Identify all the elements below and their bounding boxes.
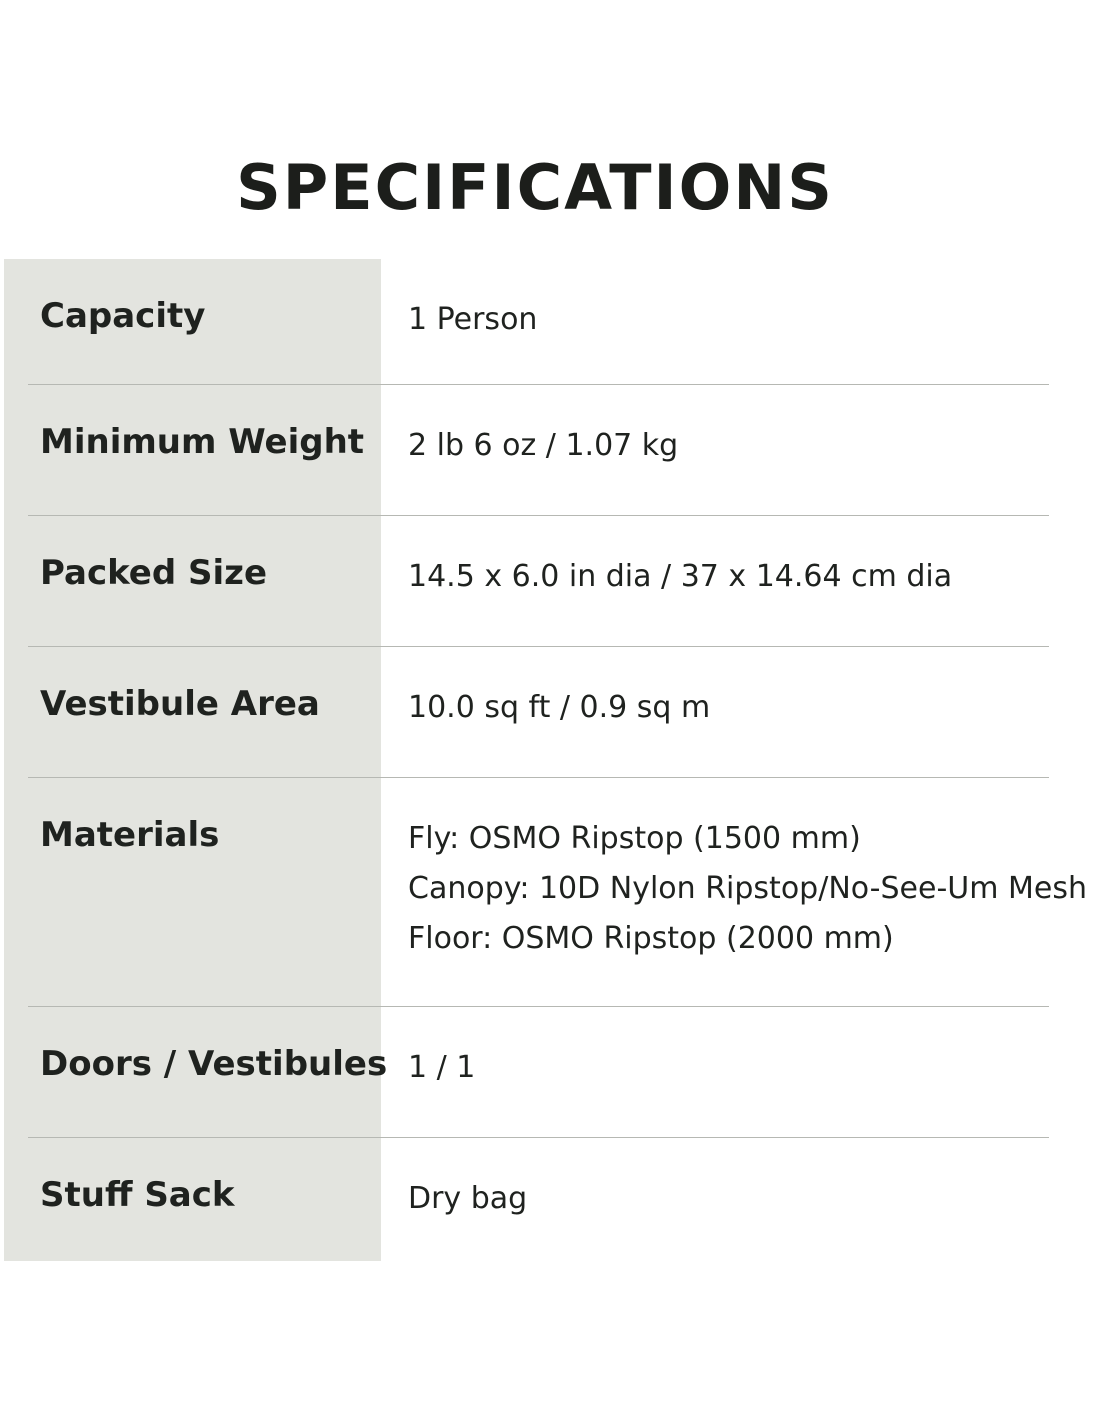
spec-value-line: Dry bag: [408, 1181, 528, 1216]
spec-label-doors-vestibules: Doors / Vestibules: [40, 1044, 388, 1084]
spec-value-stuff-sack: [408, 1174, 527, 1224]
spec-label-stuff-sack: Stuff Sack: [40, 1175, 235, 1215]
spec-row-materials: [0, 778, 1100, 1007]
page-title: SPECIFICATIONS: [236, 151, 834, 224]
spec-value-line: 1 Person: [408, 302, 538, 337]
spec-value-vestibule-area: [408, 683, 710, 733]
spec-value-line-floor: Floor: OSMO Ripstop (2000 mm): [408, 921, 894, 956]
spec-row-doors-vestibules: [0, 1007, 1100, 1138]
spec-label-vestibule-area: Vestibule Area: [40, 684, 320, 724]
spec-value-doors-vestibules: [408, 1043, 475, 1093]
spec-table: [0, 259, 1100, 1261]
spec-value-packed-size: [408, 552, 952, 602]
spec-label-packed-size: Packed Size: [40, 553, 268, 593]
spec-value-line: 10.0 sq ft / 0.9 sq m: [408, 690, 711, 725]
spec-value-line-canopy: Canopy: 10D Nylon Ripstop/No-See-Um Mesh: [408, 871, 1087, 906]
spec-row-minimum-weight: [0, 385, 1100, 516]
spec-row-capacity: [0, 259, 1100, 385]
spec-value-materials: [408, 814, 1087, 964]
spec-value-line-fly: Fly: OSMO Ripstop (1500 mm): [408, 821, 861, 856]
spec-label-materials: Materials: [40, 815, 220, 855]
spec-row-packed-size: [0, 516, 1100, 647]
spec-label-capacity: Capacity: [40, 296, 206, 336]
spec-row-vestibule-area: [0, 647, 1100, 778]
spec-label-minimum-weight: Minimum Weight: [40, 422, 365, 462]
spec-value-line: 2 lb 6 oz / 1.07 kg: [408, 428, 679, 463]
spec-value-line: 14.5 x 6.0 in dia / 37 x 14.64 cm dia: [408, 559, 953, 594]
spec-value-minimum-weight: [408, 421, 678, 471]
spec-row-stuff-sack: [0, 1138, 1100, 1261]
spec-value-line: 1 / 1: [408, 1050, 476, 1085]
spec-value-capacity: [408, 295, 537, 345]
